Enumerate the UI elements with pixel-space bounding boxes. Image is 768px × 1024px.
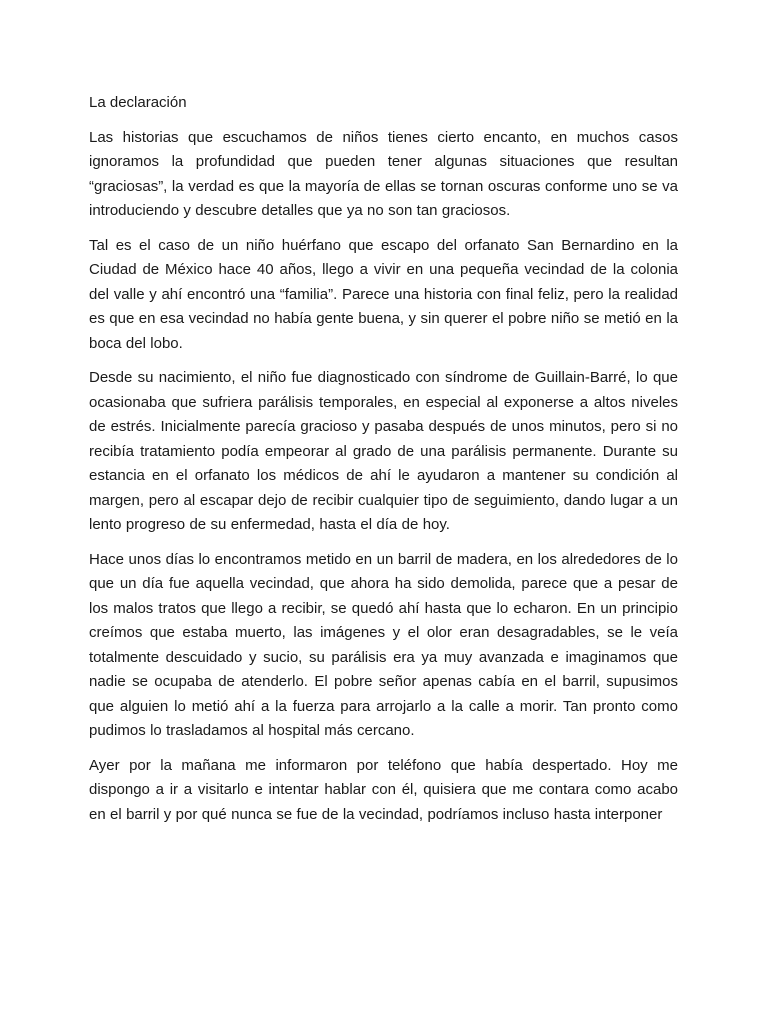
document-body — [89, 91, 678, 837]
paragraph-2: Tal es el caso de un niño huérfano que escapo del orfanato San Bernardino en la Ciudad de México hace 40 años, llego a vivir en una pequeña vecindad de la colonia del valle y ahí encontró una “familia”. Parece una historia con final feliz, pero la realidad es que en esa vecindad no había gente buena, y sin querer el pobre niño se metió en la boca del lobo. — [89, 236, 678, 352]
paragraph-5: Ayer por la mañana me informaron por teléfono que había despertado. Hoy me dispongo a ir a visitarlo e intentar hablar con él, quisiera que me contara como acabo en el barril y por qué nunca se fue de la vecindad, podríamos incluso hasta interponer — [89, 756, 678, 823]
paragraph-1: Las historias que escuchamos de niños tienes cierto encanto, en muchos casos ignoramos la profundidad que pueden tener algunas situaciones que resultan “graciosas”, la verdad es que la mayoría de ellas se tornan oscuras conforme uno se va introduciendo y descubre detalles que ya no son tan graciosos. — [89, 128, 678, 219]
document-title: La declaración — [89, 94, 187, 111]
paragraph-3: Desde su nacimiento, el niño fue diagnosticado con síndrome de Guillain-Barré, lo que ocasionaba que sufriera parálisis temporales, en especial al exponerse a altos niveles de estrés. Inicialmente parecía gracioso y pasaba después de unos minutos, pero si no recibía tratamiento podía empeorar al grado de una parálisis permanente. Durante su estancia en el orfanato los médicos de ahí le ayudaron a mantener su condición al margen, pero al escapar dejo de recibir cualquier tipo de seguimiento, dando lugar a un lento progreso de su enfermedad, hasta el día de hoy. — [89, 369, 678, 533]
paragraph-4: Hace unos días lo encontramos metido en un barril de madera, en los alrededores de lo que un día fue aquella vecindad, que ahora ha sido demolida, parece que a pesar de los malos tratos que llego a recibir, se quedó ahí hasta que lo echaron. En un principio creímos que estaba muerto, las imágenes y el olor eran desagradables, se le veía totalmente descuidado y sucio, su parálisis era ya muy avanzada e imaginamos que nadie se ocupaba de atenderlo. El pobre señor apenas cabía en el barril, supusimos que alguien lo metió ahí a la fuerza para arrojarlo a la calle a morir. Tan pronto como pudimos lo trasladamos al hospital más cercano. — [89, 550, 678, 739]
